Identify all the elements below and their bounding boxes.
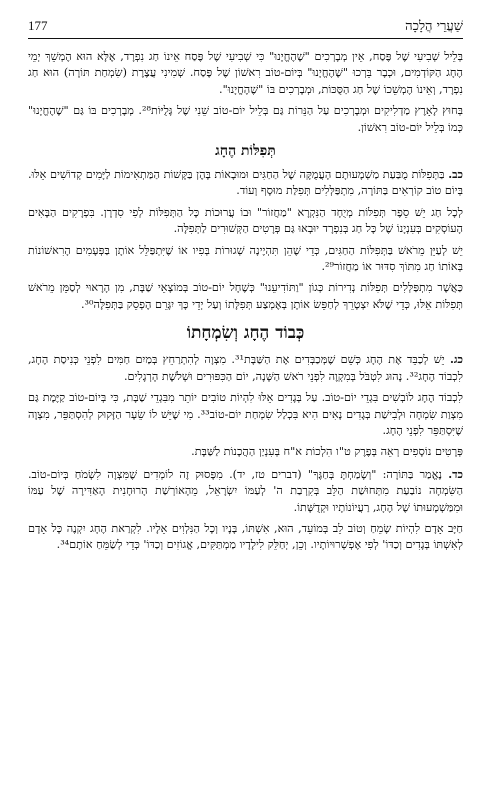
paragraph-seventh-day-pesach: בְּלֵיל שְׁבִיעִי שֶׁל פֶּסַח, אֵין מְבָרְכִים "שֶׁהֶחֱיָנוּ" כִּי שְׁבִיעִי שֶׁל פֶּסַח אֵינוֹ חַג נִפְרָד, אֶלָּא הוּא הֶמְשֵׁךְ יְמֵי הֶחָג הַקּוֹדְמִים, וּכְבָר בֵּרְכוּ "שֶׁהֶחֱיָנוּ" בְּיוֹם-טוֹב רִאשׁוֹן שֶׁל פֶּסַח. שְׁמִינִי עֲצֶרֶת (שִׂמְחַת תּוֹרָה) הוּא חַג נִפְרָד, וְאֵינוֹ הֶמְשֵׁכוֹ שֶׁל חַג הַסֻּכּוֹת, וּמְבָרְכִים בּוֹ "שֶׁהֶחֱיָנוּ". [28, 50, 463, 96]
paragraph-diaspora-candles: בְּחוּץ לָאָרֶץ מַדְלִיקִים וּמְבָרְכִים עַל הַנֵּרוֹת גַּם בְּלֵיל יוֹם-טוֹב שֵׁנִי שֶׁל גָּלֻיּוֹת²⁸. מְבָרְכִים בּוֹ גַּם "שֶׁהֶחֱיָנוּ" כְּמוֹ בְּלֵיל יוֹם-טוֹב רִאשׁוֹן. [28, 104, 463, 134]
paragraph-more-details: פְּרָטִים נוֹסָפִים רְאֵה בְּפֶרֶק ט"ו הִלְכוֹת א"ח בְּעִנְיַן הַהֲכָנוֹת לַשַּׁבָּת. [191, 445, 463, 459]
paragraph-24: כד. נֶאֱמַר בַּתּוֹרָה: "וְשָׂמַחְתָּ בְּחַגֶּךָ" (דברים טז, יד). מִפָּסוּק זֶה לוֹמְדִים שֶׁמִּצְוָה לִשְׂמֹחַ בְּיוֹם-טוֹב. הַשִּׂמְחָה נוֹבַעַת מִתְּחוּשַׁת הַלֵּב בְּקִרְבַת ה' לְעַמּוֹ יִשְׂרָאֵל, מֵהָאוֹרְשַׁת הָרוּחָנִית הָאַדִּירָה שֶׁל עַמּוֹ וּמִמַּשְׁמָעוּתוֹ שֶׁל הֶחָג, רַעֲיוֹנוֹתָיו וּקְדֻשָּׁתוֹ. [28, 466, 463, 514]
paragraph-review-prayers: יֵשׁ לְעַיֵּן מֵרֹאשׁ בַּתְּפִלּוֹת הַחַגִּים, כְּדֵי שֶׁהֵן תִּהְיֶינָה שְׁגוּרוֹת בְּפִיו אוֹ שֶׁיִּתְפַּלֵּל אוֹתָן בַּפְּעָמִים הָרִאשׁוֹנוֹת בְּאוֹתוֹ חַג מִתּוֹךְ סִדּוּר אוֹ מַחֲזוֹר²⁹. [28, 243, 463, 274]
paragraph-machzor: לְכָל חַג יֵשׁ סֵפֶר תְּפִלּוֹת מְיֻחָד הַנִּקְרָא "מַחֲזוֹר" וּבוֹ עֲרוּכוֹת כָּל הַתְּפִלּוֹת לְפִי סִדְרָן. בִּפְרָקִים הַבָּאִים הָעוֹסְקִים בְּעִנְיָנוֹ שֶׁל כָּל חַג בְּנִפְרָד יוּבְאוּ גַּם פְּרָטִים הַקְּשׁוּרִים לַתְּפִלָּה. [28, 205, 463, 236]
paragraph-23: כג. יֵשׁ לְכַבֵּד אֶת הֶחָג כְּשֵׁם שֶׁמְּכַבְּדִים אֶת הַשַּׁבָּת³¹. מִצְוָה לְהִתְרַחֵץ בְּמַיִם חַמִּים לִפְנֵי כְּנִיסַת הֶחָג, לִכְבוֹד הֶחָג³². נָהוּג לִטְבֹּל בְּמִקְוֶה לִפְנֵי רֹאשׁ הַשָּׁנָה, יוֹם הַכִּפּוּרִים וּשְׁלֹשֶׁת הָרְגָלִים. [28, 352, 463, 383]
page-header [28, 18, 463, 39]
page-number: 177 [28, 18, 48, 33]
paragraph-22: כב. בַּתְּפִלּוֹת מֻבַּעַת מַשְׁמָעוּתָם הָעֲמֻקָּה שֶׁל הַחַגִּים וּמוּבָאוֹת בָּהֶן בַּקָּשׁוֹת הַמַּתְאִימוֹת לַיָּמִים קְדוֹשִׁים אֵלּוּ. בְּיוֹם טוֹב קוֹרְאִים בַּתּוֹרָה, מִתְפַּלְּלִים תְּפִלַּת מוּסָף וְעוֹד. [28, 167, 463, 198]
section-heading-holiday-prayers: תְּפִלּוֹת הֶחָג [215, 143, 276, 160]
paragraph-rare-prayers: כַּאֲשֶׁר מִתְפַּלְּלִים תְּפִלּוֹת נְדִירוֹת כְּגוֹן "וַתּוֹדִיעֵנוּ" כְּשֶׁחָל יוֹם-טוֹב בְּמוֹצָאֵי שַׁבָּת, מִן הָרָאוּי לְסַמֵּן מֵרֹאשׁ תְּפִלּוֹת אֵלּוּ, כְּדֵי שֶׁלֹּא יִצְטָרֵךְ לְחַפֵּשׂ אוֹתָן בְּאֶמְצַע תְּפִלָּתוֹ וְעַל יְדֵי כָּךְ יִגָּרֵם הֶפְסֵק בַּתְּפִלָּה³⁰. [28, 281, 463, 311]
paragraph-obligated-joy: חַיָּב אָדָם לִהְיוֹת שָׂמֵחַ וְטוֹב לֵב בְּמוֹעֵד, הוּא, אִשְׁתּוֹ, בָּנָיו וְכָל הַנִּלְוִים אֵלָיו. לִקְרַאת הֶחָג יִקְנֶה כָּל אָדָם לְאִשְׁתּוֹ בְּגָדִים וְכַדּוֹ' לְפִי אֶפְשְׁרוּיוֹתָיו. וְכֵן, יְחַלֵּק לִילָדָיו מַמְתַּקִּים, אֱגוֹזִים וְכַדּוֹ' כְּדֵי לְשַׂמֵּחַ אוֹתָם³⁴. [28, 521, 463, 552]
paragraph-holiday-clothes: לִכְבוֹד הֶחָג לוֹבְשִׁים בִּגְדֵי יוֹם-טוֹב. עַל בְּגָדִים אֵלּוּ לִהְיוֹת טוֹבִים יוֹתֵר מִבִּגְדֵי שַׁבָּת, כִּי בְּיוֹם-טוֹב קַיֶּמֶת גַּם מִצְוַת שִׂמְחָה וּלְבִישַׁת בְּגָדִים נָאִים הִיא בִּכְלַל שִׂמְחַת יוֹם-טוֹב³³. מִי שֶׁיֵּשׁ לוֹ שֵׂעָר הַזָּקוּק לְהִסְתַּפֵּר, מִצְוָה שֶׁיִּסְתַּפֵּר לִפְנֵי הֶחָג. [28, 391, 463, 437]
section-heading-honor-and-joy: כְּבוֹד הֶחָג וְשִׂמְחָתוֹ [186, 323, 305, 344]
running-title: שַׁעֲרֵי הֲלָכָה [405, 19, 463, 34]
